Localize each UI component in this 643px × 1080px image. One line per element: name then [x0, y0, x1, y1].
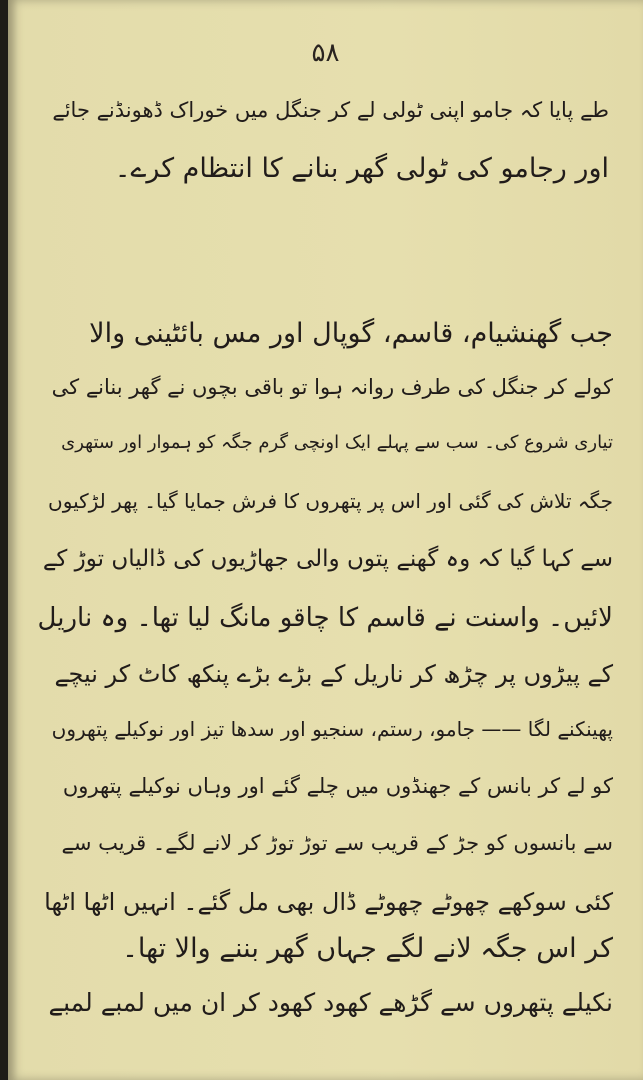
text-line-10: پھینکنے لگا —— جامو، رستم، سنجیو اور سدھا تیز اور نوکیلے پتھروں [51, 717, 613, 741]
text-line-13: کئی سوکھے چھوٹے چھوٹے ڈال بھی مل گئے۔ انہیں اٹھا اٹھا [44, 888, 613, 916]
text-line-15: نکیلے پتھروں سے گڑھے کھود کھود کر ان میں لمبے لمبے [48, 988, 613, 1017]
text-line-11: کو لے کر بانس کے جھنڈوں میں چلے گئے اور وہاں نوکیلے پتھروں [62, 774, 613, 798]
page-number: ۵۸ [311, 38, 340, 68]
text-line-3: جب گھنشیام، قاسم، گوپال اور مس بائٹینی والا [89, 318, 613, 349]
text-line-2: اور رجامو کی ٹولی گھر بنانے کا انتظام کرے۔ [114, 153, 609, 184]
book-page [8, 0, 643, 1080]
text-line-8: لائیں۔ واسنت نے قاسم کا چاقو مانگ لیا تھا۔ وہ ناریل [37, 603, 613, 633]
text-line-9: کے پیڑوں پر چڑھ کر ناریل کے بڑے بڑے پنکھ کاٹ کر نیچے [54, 660, 613, 688]
text-line-1: طے پایا کہ جامو اپنی ٹولی لے کر جنگل میں خوراک ڈھونڈنے جائے [52, 98, 609, 122]
text-line-5: تیاری شروع کی۔ سب سے پہلے ایک اونچی گرم جگہ کو ہموار اور ستھری [61, 432, 613, 453]
text-line-7: سے کہا گیا کہ وہ گھنے پتوں والی جھاڑیوں کی ڈالیاں توڑ کے [42, 546, 613, 572]
text-line-4: کولے کر جنگل کی طرف روانہ ہوا تو باقی بچوں نے گھر بنانے کی [51, 375, 613, 399]
text-line-6: جگہ تلاش کی گئی اور اس پر پتھروں کا فرش جمایا گیا۔ پھر لڑکیوں [48, 489, 613, 513]
text-line-14: کر اس جگہ لانے لگے جہاں گھر بننے والا تھا۔ [122, 933, 613, 964]
text-line-12: سے بانسوں کو جڑ کے قریب سے توڑ توڑ کر لانے لگے۔ قریب سے [61, 831, 613, 855]
